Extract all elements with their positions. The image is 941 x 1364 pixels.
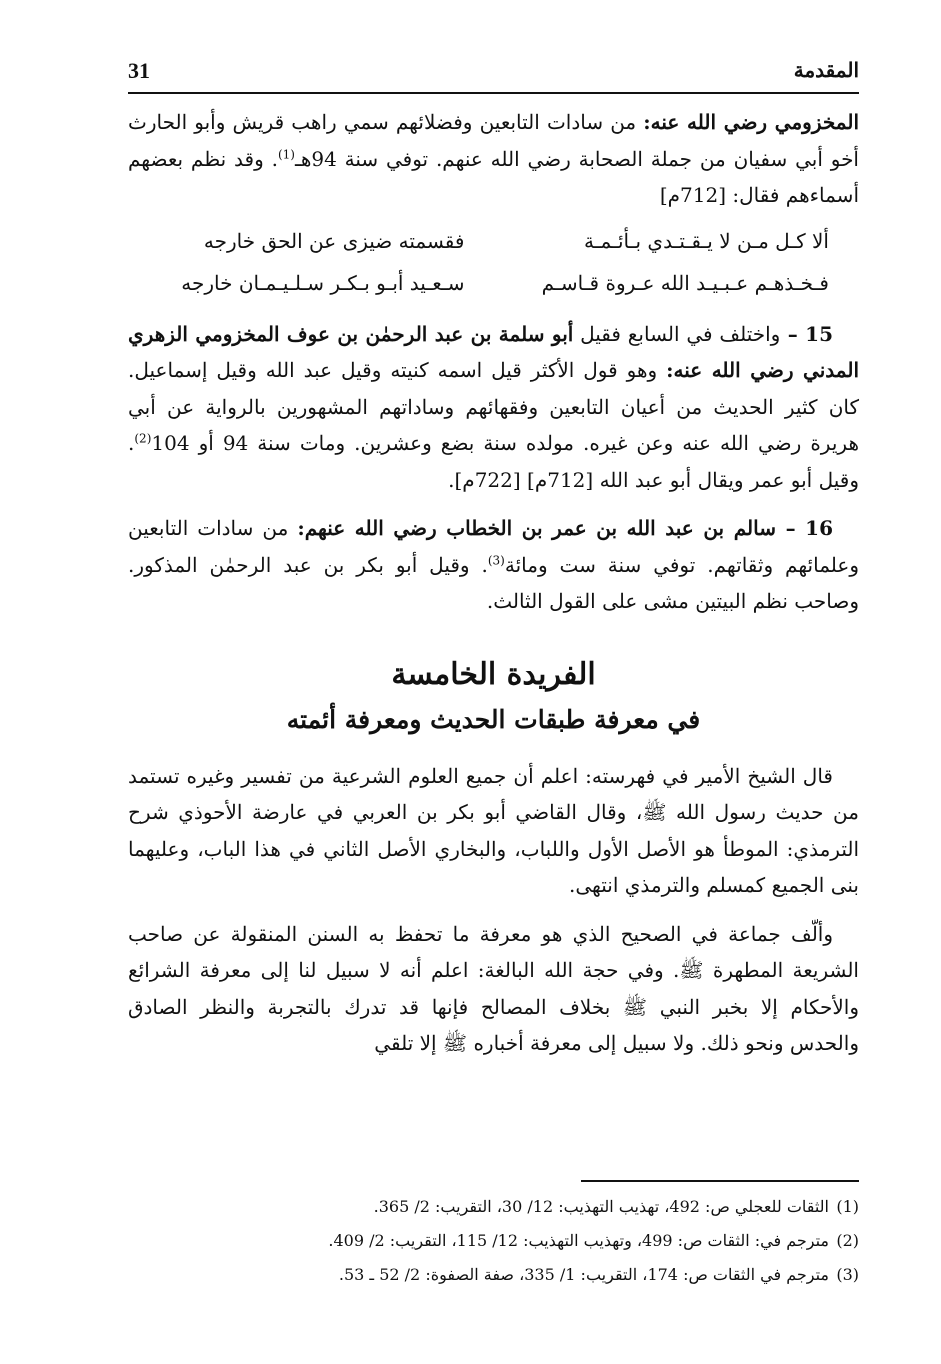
paragraph-2-pre: واختلف في السابع فقيل (573, 321, 781, 346)
footnote-ref-2[interactable]: (2) (134, 431, 152, 446)
footnote-1-number: (1) (836, 1197, 859, 1216)
paragraph-3-text: من سادات التابعين وعلمائهم وثقاتهم. توفي سنة ست ومائة (128, 516, 859, 577)
paragraph-2 (128, 316, 859, 499)
verse-line-1 (128, 220, 859, 262)
running-title: المقدمة (793, 58, 859, 82)
section-heading: الفريدة الخامسة (391, 656, 596, 692)
paragraph-3 (128, 510, 859, 620)
paragraph-1-tail: . وقد نظم بعضهم أسماءهم فقال: [712م] (128, 146, 859, 207)
paragraph-2-text: وهو قول الأكثر قيل اسمه كنيته وقيل عبد الله وقيل إسماعيل. كان كثير الحديث من أعيان التابعين وفقهائهم وساداتهم المشهورين بالرواية عن أبي هريرة رضي الله عنه وعن غيره. مولده سنة بضع وعشرين. ومات سنة 94 أو 104 (128, 358, 859, 455)
footnote-ref-3[interactable]: (3) (487, 552, 505, 567)
verse-2-hemistich-b: سـعـيد أبـو بـكـر سـلـيـمـان خارجه (181, 270, 465, 295)
paragraph-1-lead: المخزومي رضي الله عنه: (643, 110, 860, 134)
footnote-2-text: مترجم في: الثقات ص: 499، وتهذيب التهذيب: 12/ 115، التقريب: 2/ 409. (328, 1231, 829, 1250)
footnote-ref-1[interactable]: (1) (277, 146, 295, 161)
page-number: 31 (128, 58, 150, 83)
footnote-1-text: الثقات للعجلي ص: 492، تهذيب التهذيب: 12/ 30، التقريب: 2/ 365. (373, 1197, 829, 1216)
paragraph-3-lead: 16 – سالم بن عبد الله بن عمر بن الخطاب رضي الله عنهم: (297, 516, 834, 540)
paragraph-1-text: من سادات التابعين وفضلائهم سمي راهب قريش وأبو الحارث أخو أبي سفيان من جملة الصحابة رضي الله عنهم. توفي سنة 94هـ (128, 110, 859, 171)
paragraph-1 (128, 104, 859, 214)
footnote-3 (128, 1258, 859, 1292)
paragraph-3-tail: . وقيل أبو بكر بن عبد الرحمٰن المذكور. وصاحب نظم البيتين مشى على القول الثالث. (128, 552, 859, 613)
page-body (128, 104, 859, 1062)
verse-line-2 (128, 262, 859, 304)
footnote-1 (128, 1190, 859, 1224)
verse-1-hemistich-b: فقسمته ضيزى عن الحق خارجه (203, 228, 465, 253)
paragraph-5: وألّف جماعة في الصحيح الذي هو معرفة ما تحفظ به السنن المنقولة عن صاحب الشريعة المطهرة ﷺ. وفي حجة الله البالغة: اعلم أنه لا سبيل لنا إلى معرفة الشرائع والأحكام إلا بخبر النبي ﷺ بخلاف المصالح فإنها قد تدرك بالتجربة والنظر الصادق والحدس ونحو ذلك. ولا سبيل إلى معرفة أخباره ﷺ إلا تلقي (128, 921, 859, 1055)
footnote-3-number: (3) (836, 1265, 859, 1284)
section-subheading: في معرفة طبقات الحديث ومعرفة أئمته (286, 704, 701, 734)
entry-number-15: 15 – (780, 321, 833, 346)
verse-2-hemistich-a: فـخـذهـم عـبـيـد الله عـروة قـاسـم (541, 270, 829, 295)
paragraph-2-tail: . وقيل أبو عمر ويقال أبو عبد الله [712م] [722م]. (128, 431, 859, 492)
footnotes (128, 1180, 859, 1292)
footnote-3-text: مترجم في الثقات ص: 174، التقريب: 1/ 335، صفة الصفوة: 2/ 52 ـ 53. (338, 1265, 829, 1284)
footnote-2-number: (2) (836, 1231, 859, 1250)
verse-1-hemistich-a: ألا كـل مـن لا يـقـتـدي بـأئـمـة (583, 228, 829, 253)
page-header (128, 52, 859, 94)
paragraph-2-lead: أبو سلمة بن عبد الرحمٰن بن عوف المخزومي الزهري المدني رضي الله عنه: (128, 321, 860, 382)
footnote-2 (128, 1224, 859, 1258)
paragraph-4: قال الشيخ الأمير في فهرسته: اعلم أن جميع العلوم الشرعية من تفسير وغيره تستمد من حديث رسول الله ﷺ، وقال القاضي أبو بكر بن العربي في عارضة الأحوذي شرح الترمذي: الموطأ هو الأصل الأول واللباب، والبخاري الأصل الثاني في هذا الباب، وعليهما بنى الجميع كمسلم والترمذي انتهى. (128, 763, 859, 897)
